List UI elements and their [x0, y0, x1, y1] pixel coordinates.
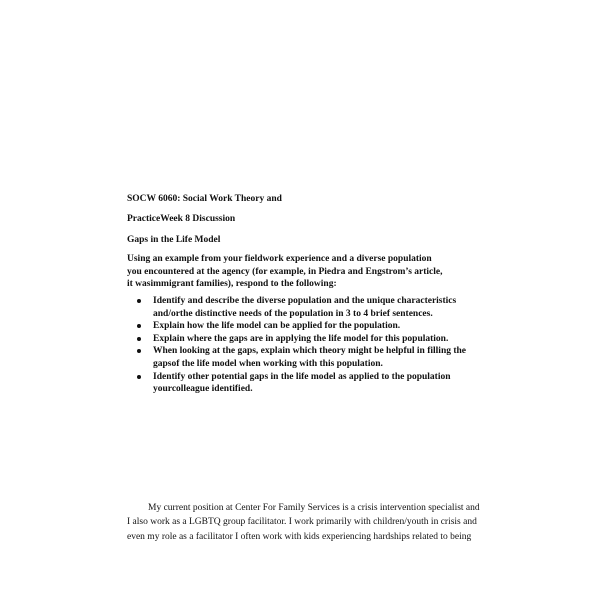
instructions-line: Using an example from your fieldwork experience and a diverse population [127, 254, 432, 264]
week-heading: PracticeWeek 8 Discussion [127, 214, 236, 224]
list-item-line: Identify other potential gaps in the life model as applied to the population [153, 371, 451, 382]
topic-heading: Gaps in the Life Model [127, 235, 221, 245]
bullet-icon [137, 299, 141, 303]
response-paragraph [127, 501, 480, 544]
list-item [137, 371, 477, 396]
list-item-line: Explain where the gaps are in applying the life model for this population. [153, 333, 449, 344]
instructions-line: you encountered at the agency (for example, in Piedra and Engstrom’s article, [127, 266, 443, 277]
list-item-line: Identify and describe the diverse population and the unique characteristics [153, 296, 457, 306]
bullet-icon [137, 349, 141, 353]
instructions-paragraph [127, 253, 443, 291]
list-item [137, 320, 477, 333]
paragraph-line: even my role as a facilitator I often work with kids experiencing hardships related to being [127, 531, 472, 542]
bullet-icon [137, 324, 141, 328]
paragraph-line: I also work as a LGBTQ group facilitator. I work primarily with children/youth in crisis and [127, 517, 477, 528]
list-item [137, 333, 477, 346]
prompt-list [137, 295, 477, 396]
paragraph-line: My current position at Center For Family Services is a crisis intervention specialist and [148, 503, 480, 513]
bullet-icon [137, 375, 141, 379]
list-item-line: and/orthe distinctive needs of the population in 3 to 4 brief sentences. [153, 308, 433, 319]
bullet-icon [137, 337, 141, 341]
list-item-line: yourcolleague identified. [153, 384, 253, 395]
course-heading: SOCW 6060: Social Work Theory and [127, 194, 282, 204]
list-item-line: When looking at the gaps, explain which theory might be helpful in filling the [153, 346, 467, 357]
list-item [137, 295, 477, 320]
list-item-line: Explain how the life model can be applied for the population. [153, 321, 401, 332]
list-item-line: gapsof the life model when working with this population. [153, 358, 383, 369]
instructions-line: it wasimmigrant families), respond to the following: [127, 279, 337, 289]
list-item [137, 345, 477, 370]
